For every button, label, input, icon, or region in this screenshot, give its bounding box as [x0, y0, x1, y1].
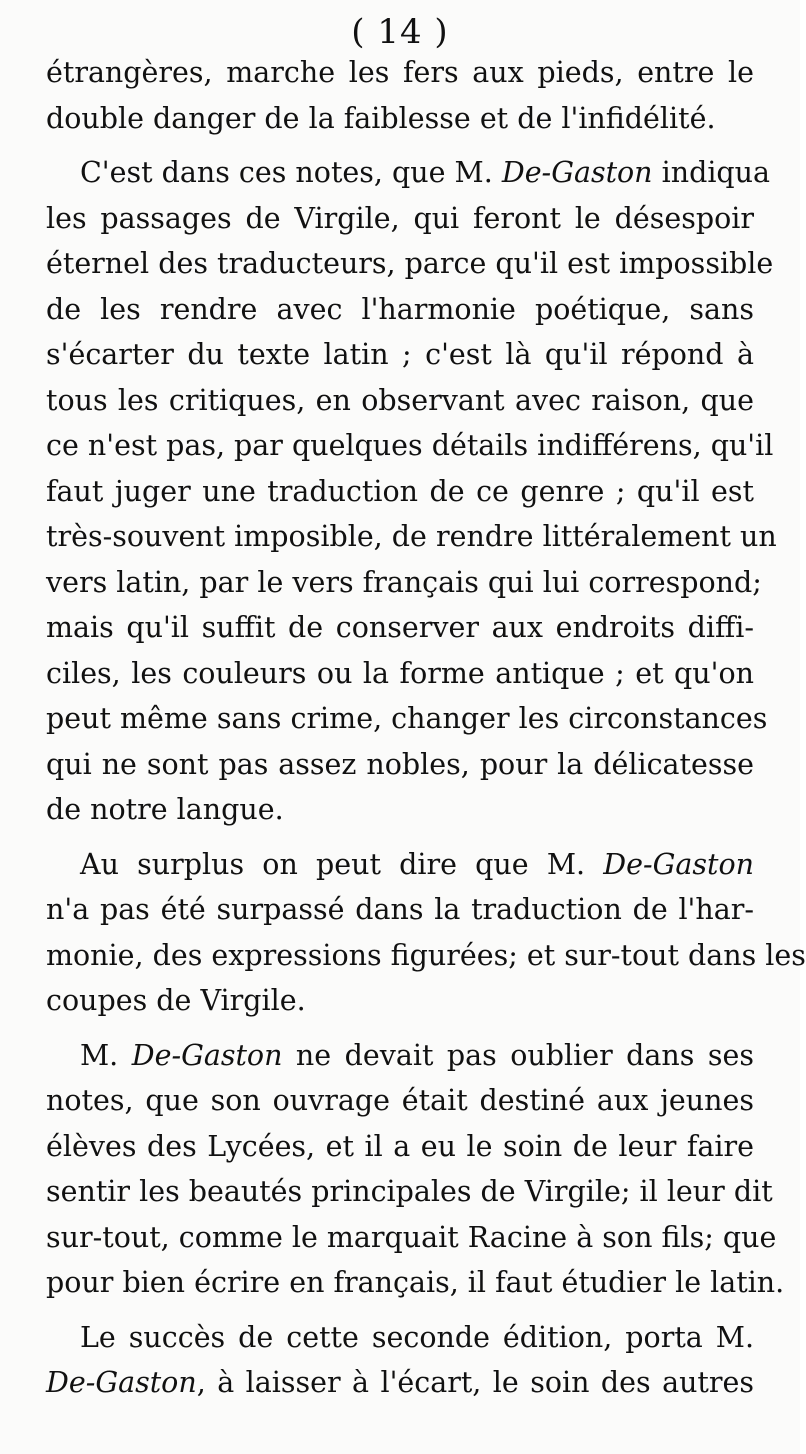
text-line: de notre langue. — [46, 793, 284, 826]
text-line: élèves des Lycées, et il a eu le soin de leur faire — [46, 1129, 754, 1163]
text-line: De-Gaston, à laisser à l'écart, le soin des autres — [46, 1366, 754, 1399]
text-line: peut même sans crime, changer les circonstances — [46, 702, 768, 735]
page-number: ( 14 ) — [351, 12, 449, 52]
text-line: étrangères, marche les fers aux pieds, entre le — [46, 56, 754, 89]
text-line: coupes de Virgile. — [46, 984, 306, 1017]
paragraph-3 — [46, 842, 806, 1024]
paragraph-5 — [46, 1315, 754, 1406]
text-line: très-souvent imposible, de rendre littéralement un — [46, 520, 777, 553]
paragraph-1 — [46, 50, 754, 141]
paragraph-4 — [46, 1033, 785, 1306]
text-line: tous les critiques, en observant avec raison, que — [46, 383, 754, 417]
text-line: ce n'est pas, par quelques détails indifférens, qu'il — [46, 429, 774, 462]
text-line: pour bien écrire en français, il faut étudier le latin. — [46, 1266, 785, 1299]
text-line: faut juger une traduction de ce genre ; qu'il est — [46, 474, 754, 508]
text-line: Au surplus on peut dire que M. De-Gaston — [80, 847, 754, 881]
text-line: qui ne sont pas assez nobles, pour la délicatesse — [46, 747, 754, 781]
paragraph-2 — [46, 150, 777, 833]
text-line: vers latin, par le vers français qui lui correspond; — [46, 565, 762, 599]
text-line: n'a pas été surpassé dans la traduction de l'har- — [46, 893, 754, 926]
body-text — [46, 50, 806, 1406]
text-line: ciles, les couleurs ou la forme antique ; et qu'on — [46, 656, 754, 690]
text-line: éternel des traducteurs, parce qu'il est impossible — [46, 247, 774, 280]
text-line: sentir les beautés principales de Virgile; il leur dit — [46, 1175, 773, 1208]
text-line: M. De-Gaston ne devait pas oublier dans ses — [80, 1038, 754, 1072]
text-line: notes, que son ouvrage était destiné aux jeunes — [46, 1084, 754, 1117]
text-line: les passages de Virgile, qui feront le désespoir — [46, 201, 754, 235]
text-line: monie, des expressions figurées; et sur-tout dans les — [46, 938, 806, 972]
text-line: s'écarter du texte latin ; c'est là qu'il répond à — [46, 338, 754, 371]
text-line: double danger de la faiblesse et de l'infidélité. — [46, 101, 716, 135]
text-line: C'est dans ces notes, que M. De-Gaston indiqua — [80, 156, 771, 189]
text-line: mais qu'il suffit de conserver aux endroits diffi- — [46, 611, 754, 644]
text-line: de les rendre avec l'harmonie poétique, sans — [46, 292, 754, 326]
text-line: sur-tout, comme le marquait Racine à son fils; que — [46, 1220, 777, 1254]
text-line: Le succès de cette seconde édition, porta M. — [80, 1320, 754, 1354]
